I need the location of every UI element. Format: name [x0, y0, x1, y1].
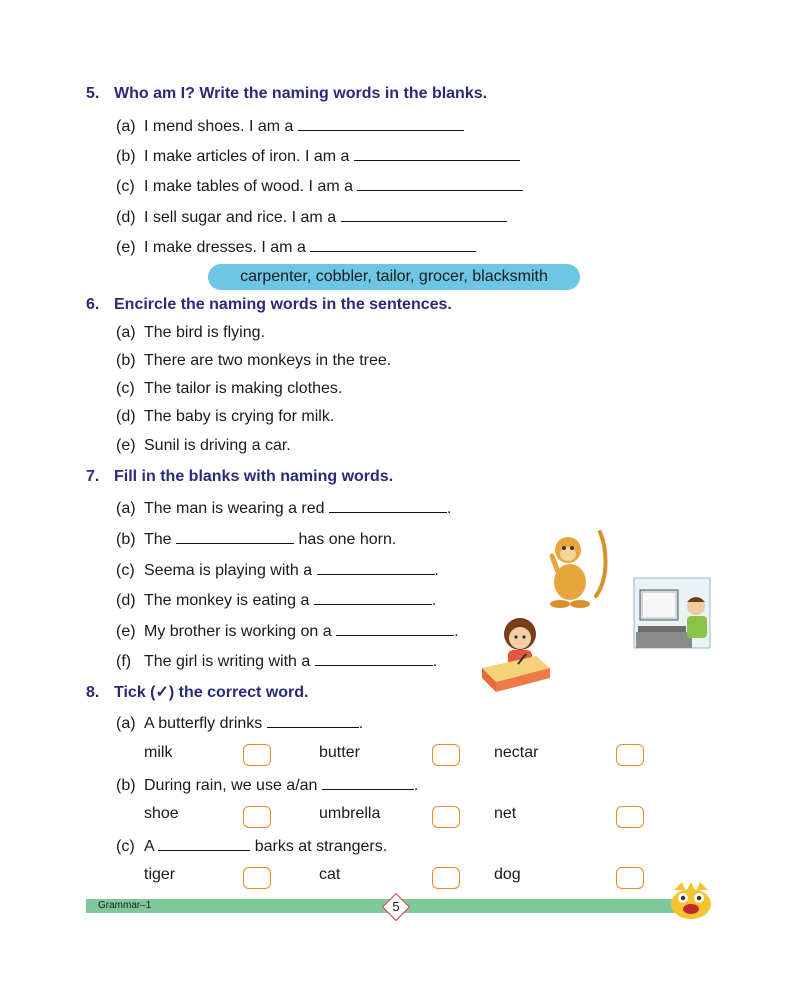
item-text: The: [144, 531, 172, 548]
answer-blank[interactable]: [354, 146, 520, 161]
item-text-end: .: [434, 562, 439, 579]
tick-checkbox[interactable]: [432, 867, 460, 889]
q7-item-b: [116, 529, 396, 549]
item-text: The monkey is eating a: [144, 592, 310, 609]
tick-checkbox[interactable]: [243, 744, 271, 766]
item-text: I sell sugar and rice. I am a: [144, 209, 337, 226]
q8-item-a: [116, 713, 363, 733]
q5-item-b: [116, 146, 520, 166]
option-label: umbrella: [319, 805, 381, 822]
q6-item-a: [116, 324, 265, 342]
page-number-badge: [382, 893, 410, 921]
question-number: 6.: [86, 296, 100, 313]
girl-writing-illustration: [478, 612, 554, 694]
q5-item-d: [116, 207, 507, 227]
tick-checkbox[interactable]: [616, 867, 644, 889]
question-title: Tick (✓) the correct word.: [114, 684, 309, 701]
option-label: dog: [494, 866, 521, 883]
item-label: (e): [116, 239, 136, 256]
item-text-end: .: [454, 623, 459, 640]
item-text: A butterfly drinks: [144, 715, 263, 732]
option-label: shoe: [144, 805, 179, 822]
item-label: (b): [116, 352, 136, 369]
q5-item-c: [116, 176, 523, 196]
q8-item-c: [116, 836, 387, 856]
item-label: (c): [116, 380, 135, 397]
item-text: Seema is playing with a: [144, 562, 313, 579]
option-label: net: [494, 805, 517, 822]
item-label: (a): [116, 715, 136, 732]
q6-item-b: [116, 352, 391, 370]
item-text-end: .: [431, 592, 437, 609]
item-label: (d): [116, 408, 136, 425]
item-label: (c): [116, 838, 135, 855]
item-label: (e): [116, 437, 136, 454]
option-label: butter: [319, 744, 360, 761]
question-title: Who am I? Write the naming words in the blanks.: [114, 85, 488, 102]
item-label: (c): [116, 178, 135, 195]
answer-blank[interactable]: [357, 176, 523, 191]
item-label: (b): [116, 777, 136, 794]
q5-item-a: [116, 116, 464, 136]
item-label: (d): [116, 209, 136, 226]
q7-item-c: [116, 560, 439, 580]
item-text: The bird is flying.: [144, 324, 265, 341]
item-label: (c): [116, 562, 135, 579]
item-label: (d): [116, 592, 136, 609]
item-text: The girl is writing with a: [144, 653, 311, 670]
question-7-heading: [86, 468, 393, 486]
q6-item-e: [116, 437, 291, 455]
item-text: I make articles of iron. I am a: [144, 148, 350, 165]
item-text-end: .: [413, 777, 419, 794]
q6-item-c: [116, 380, 342, 398]
answer-blank[interactable]: [317, 560, 435, 575]
item-text: There are two monkeys in the tree.: [144, 352, 392, 369]
tick-checkbox[interactable]: [243, 867, 271, 889]
tick-checkbox[interactable]: [616, 806, 644, 828]
question-6-heading: [86, 296, 452, 314]
q5-item-e: [116, 237, 476, 257]
item-text: I mend shoes. I am a: [144, 118, 294, 135]
item-text: The man is wearing a red: [144, 500, 325, 517]
answer-blank[interactable]: [298, 116, 464, 131]
item-text: Sunil is driving a car.: [144, 437, 291, 454]
answer-blank[interactable]: [158, 836, 250, 851]
option-label: cat: [319, 866, 341, 883]
item-text: I make dresses. I am a: [144, 239, 306, 256]
item-text-end: .: [358, 715, 364, 732]
item-text: The baby is crying for milk.: [144, 408, 335, 425]
item-label: (b): [116, 531, 136, 548]
answer-blank[interactable]: [341, 207, 507, 222]
question-number: 8.: [86, 684, 100, 701]
question-8-heading: [86, 682, 308, 702]
item-label: (a): [116, 500, 136, 517]
tick-checkbox[interactable]: [432, 744, 460, 766]
word-bank: carpenter, cobbler, tailor, grocer, blacksmith: [208, 264, 580, 290]
question-5-heading: [86, 85, 487, 103]
answer-blank[interactable]: [315, 651, 433, 666]
q8-item-b: [116, 775, 418, 795]
item-label: (f): [116, 653, 132, 670]
q7-item-d: [116, 590, 436, 610]
item-text: The tailor is making clothes.: [144, 380, 343, 397]
computer-user-illustration: [632, 576, 712, 650]
item-label: (e): [116, 623, 136, 640]
item-text: A: [144, 838, 154, 855]
answer-blank[interactable]: [176, 529, 294, 544]
item-text: I make tables of wood. I am a: [144, 178, 353, 195]
q7-item-a: [116, 498, 451, 518]
mascot-icon: [668, 880, 714, 920]
item-label: (a): [116, 324, 136, 341]
answer-blank[interactable]: [336, 621, 454, 636]
q7-item-e: [116, 621, 459, 641]
item-text-end: barks at strangers.: [254, 838, 388, 855]
option-label: tiger: [144, 866, 176, 883]
answer-blank[interactable]: [314, 590, 432, 605]
option-label: milk: [144, 744, 173, 761]
tick-checkbox[interactable]: [616, 744, 644, 766]
item-text-end: .: [432, 653, 438, 670]
item-text-end: has one horn.: [298, 531, 397, 548]
tick-checkbox[interactable]: [432, 806, 460, 828]
q6-item-d: [116, 408, 334, 426]
option-label: nectar: [494, 744, 539, 761]
monkey-illustration: [544, 526, 614, 612]
item-text-end: .: [446, 500, 452, 517]
question-number: 5.: [86, 85, 100, 102]
footer-label: Grammar–1: [98, 900, 152, 911]
q7-item-f: [116, 651, 437, 671]
answer-blank[interactable]: [267, 713, 359, 728]
answer-blank[interactable]: [329, 498, 447, 513]
item-text: My brother is working on a: [144, 623, 332, 640]
answer-blank[interactable]: [310, 237, 476, 252]
item-text: During rain, we use a/an: [144, 777, 318, 794]
page-number: 5: [392, 899, 400, 914]
item-label: (b): [116, 148, 136, 165]
question-number: 7.: [86, 468, 100, 485]
answer-blank[interactable]: [322, 775, 414, 790]
question-title: Encircle the naming words in the sentences.: [114, 296, 452, 313]
item-label: (a): [116, 118, 136, 135]
tick-checkbox[interactable]: [243, 806, 271, 828]
question-title: Fill in the blanks with naming words.: [114, 468, 394, 485]
